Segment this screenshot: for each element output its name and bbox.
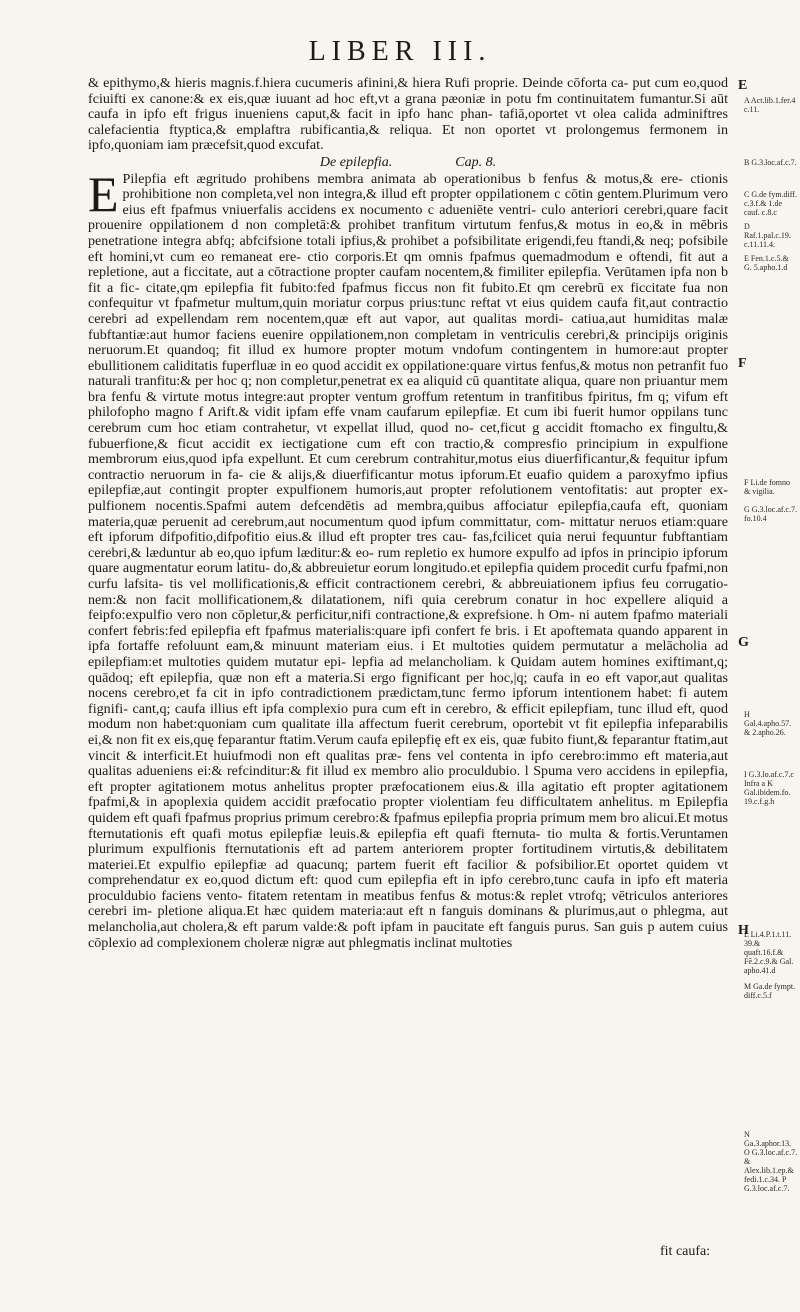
margin-note-a: A Act.lib.1.fer.4 c.11. <box>744 96 796 114</box>
margin-note-d: D Raf.1.pal.c.19. c.11.11.4. <box>744 222 791 249</box>
margin-note-c: C G.de fym.diff. c.3.f.& 1.de cauf. c.8.c <box>744 190 797 217</box>
drop-initial: E <box>88 165 119 222</box>
margin-note-g: G G.3.loc.af.c.7. fo.10.4 <box>744 505 798 523</box>
margin-note-l: L Li.4.P.1.t.11. 39.& quaft.16.f.& Fē.2.c.9.& Gal. apho.41.d <box>744 930 794 975</box>
margin-note-b: B G.3.loc.af.c.7. <box>744 158 797 167</box>
margin-note-n: N Ga.3.aphor.13. O G.3.loc.af.c.7. & Alex.lib.1.ep.& fedi.1.c.34. P G.3.loc.af.c.7. <box>744 1130 798 1193</box>
section-heading <box>88 155 728 171</box>
section-title: De epilepfia. <box>319 154 393 170</box>
section-letter-g: G <box>738 635 749 650</box>
section-letter-h: H <box>738 923 749 938</box>
section-letter-e: E <box>738 78 748 93</box>
epilepsy-chapter-text <box>88 165 728 952</box>
catchword: fit caufa: <box>660 1244 711 1259</box>
margin-note-e: E Fen.1.c.5.& G. 5.apho.1.d <box>744 254 789 272</box>
margin-note-f: F Li.de fomno & vigilia. <box>744 478 790 496</box>
chapter-number: Cap. 8. <box>455 154 497 170</box>
section-letter-f: F <box>738 356 747 371</box>
running-head: LIBER III. <box>308 36 492 67</box>
chapter-body: Pilepfia eft ægritudo prohibens membra animata ab operationibus b fenfus & motus,& ere- ctionis prohibitione non completa,vel non integra,& illud eft propter oppilationem c cōtin gentem.Plurimum vero eius eft fpafmus vniuerfalis accidens ex nocumento c adueniēte ventri- culo anteriori cerebri,quare facit prouenire oppilationem d non completā:& prohibet tranfitum virtutum fenfus,& motus in eo,& in mēbris penetratione integra abfq; abfcifsione totali ipfius,& prohibet a pofsibilitate erigendi,feu ftandi,& neq; pofsibile eft homini,vt cum eo remaneat ere- ctio corporis.Et qm omnis fpafmus quemadmodum e oftendi, fit aut a repletione, aut a ficcitate, aut a cōtractione propter caufam nocentem,& fimiliter epilepfia. Verūtamen ipfa non b fit a fic- citate,qm epilepfia fit fubito:fed fpafmus ficcus non fit fubito.Et qm cerebrū ex ficcitate fua non confequitur vt fpafmetur multum,quin moriatur corpus prius:tunc reftat vt eius quidem caufa fit,aut contractio cerebri ad expellendam rem nocentem,quæ eft aut vapor, aut qualitas mordi- catiua,aut humiditas malæ fubftantiæ:aut humor faciens euenire oppilationem,non completam in ventriculis cerebri,& principijs originis neruorum.Et quandoq; fit illud ex humore propter motum vndofum contingentem in humore:aut propter ebullitionem caliditatis fuperfluæ in eo quod accidit ex oppilatione:quare virtus fenfus,& motus non petranfit fuo naturali tranfitu:& per hoc q; non completur,penetrat ex ea aliquid cū quantitate aliqua, quare non priuantur mem bra fenfu & virtute motus integre:aut propter ventum groffum retentum in tranfitibus fpiritus, fm q; vifum eft philofopho magno f Arift.& vidit ipfam effe vnam caufarum epilepfiæ. Et cum ibi fuerit humor oppilans tunc cerebrum cum hoc etiam contrahetur, vt expellat illud, quod no- cet,ficut g accidit ftomacho ex fingultu,& fubuerfione,& ficut accidit ex iectigatione cum eft con tractio,& compresfio principium in expulfione membrorum eius,quod ipfa expellunt. Et cum cerebrum contrahitur,motus eius diuerfificantur,& fequitur ipfum contractio neruorum in fa- cie & alijs,& diuerfificantur motus ipforum.Et euafio quidem a paroxyfmo ipfius epilepfiæ,aut contingit propter expulfionem humoris,aut propter refolutionem ventofitatis: aut propter ex- pulfionem nocentis.Spafmi autem defcendētis ad membra,quibus affociatur epilepfia,caufa eft, quoniam materia,quæ peruenit ad cerebrum,aut nocumentum quod ipfum committatur, com- mittatur neruos etiam:quare eft ipforum difpofitio,difpofitio eius.& illud eft propter tres cau- fas,fcilicet quia nerui fequuntur fubftantiam cerebri,& læduntur ab eo,quo ipfum læditur:& eo- rum repletio ex humore expulfo ad ipfos in principio ipforum quare augmentatur eorum latitu- do,& abbreuietur eorum longitudo.et epilepfia quidem procedit curfu fpafmi,non curfu lafsita- tis vel mollificationis,& efficit contractionem cerebri, & abbreuiationem ipfius feu corrugatio- nem:& non facit mollificationem,& dilatationem, nifi quia cerebrum conatur in hoc expellere aliquid a feipfo:expulfio vero non cōpletur,& perficitur,nifi contractione,& exprefsione. h Om- ni autem fpafmo materiali confert febris:fed epilepfia eft fpafmus materialis:quare ipfi confert fe bris. i Et apoftemata quando apparent in ipfa fortaffe refoluunt eam,& minuunt materiam eius. i Et multoties quidem permutatur a melācholia ad epilepfiam:et multoties quidem mutatur epi- lepfia ad melancholiam. k Quidam autem homines exiftimant,q; quādoq; eft epilepfia, quæ non eft a materia.Si ergo fignificant per hoc,|q; caufa in eo eft vapor,aut qualitas nocens cerebro,et fa cit in ipfo contradictionem prædictam,tunc fermo ipforum intentionem habet: fi autem fignifi- cant,q; caufa illius eft ipfa complexio pura cum eft in cerebro, & efficit epilepfiam, tunc illud eft, quod modum non habet:quoniam cum qualitate illa affectum fuerit cerebrum, oportebit vt fit epilepfia infeparabilis ei,& non fit ex eis,quę feparantur ftatim.Verum caufa epilepfię eft ex eis, quæ fubito fiunt,& feparantur ftatim,aut vincit & interficit.Et huiufmodi non eft qualitas præ- fens vel contenta in ipfo cerebro:immo eft materia,aut qualitas adueniens ei:& refcinditur:& fit illud ex membro alio proculdubio. l Spuma vero accidens in epilepfia, eft propter agitationem motus anhelitus propter præfocationem eius.& illa agitatio eft propter agitationem fpafmi,& in apoplexia quidem accidit præfocatio propter violentiam feu difficultatem anhelitus. m Epilepfia quidem eft quafi fpafmus proprius primum cerebro:& fpafmus epilepfia propria primum mem bro alicui.Et motus fternutationis eft quafi motus epilepfiæ leuis.& epilepfia eft quafi fternuta- tio multa & fortis.Veruntamen plurimum expulfionis fternutationis eft ad partem anteriorem propter fortitudinem virtutis,& debilitatem materiei.Et expulfio epilepfiæ ad quacunq; partem fuerit eft facilior & pofsibilior.Et oportet quidem vt comprehendatur ex eo,quod dictum eft: quod cum epilepfia eft in ipfo cerebro,tunc caufa in ipfo eft materia proculdubio faciens vento- fitatem retentam in meatibus fenfus & motus:& replet vtrofq; vētriculos anteriores cerebri im- pletione aliqua.Et hæc quidem materia:aut eft n fanguis dominans & plurimus,aut o phlegma, aut melancholia,aut cholera,& eft parum valde:& poft ipfam in paucitate eft fanguis purus. San guis p autem cuius cōplexio ad complexionem choleræ nigræ aut phlegmatis inclinat multoties <box>88 170 728 951</box>
margin-note-h: H Gal.4.apho.57. & 2.apho.26. <box>744 710 792 737</box>
margin-note-i: I G.3.lo.af.c.7.c Infra a K Gal.ibidem.fo. 19.c.f.g.h <box>744 770 794 806</box>
margin-note-m: M Ga.de fympt. diff.c.5.f <box>744 982 796 1000</box>
intro-paragraph: & epithymo,& hieris magnis.f.hiera cucumeris afinini,& hiera Rufi proprie. Deinde cōforta ca- put cum eo,quod fciuifti ex canone:& ex eis,quæ iuuant ad hoc eft,vt a grana pæoniæ in potu fm continuitatem fumantur.Si aūt caufa in ipfo eft frigus inueniens caput,& facit in ipfo hanc phan- tafiā,oportet vt olea calida adminiftres calefacientia ftyptica,& emplaftra rubificantia,& reliqua. Et non oportet vt prolongemus fermonem in ipfo,quoniam iam præcefsit,quod excufat. <box>88 75 728 154</box>
main-text-column <box>88 76 728 951</box>
